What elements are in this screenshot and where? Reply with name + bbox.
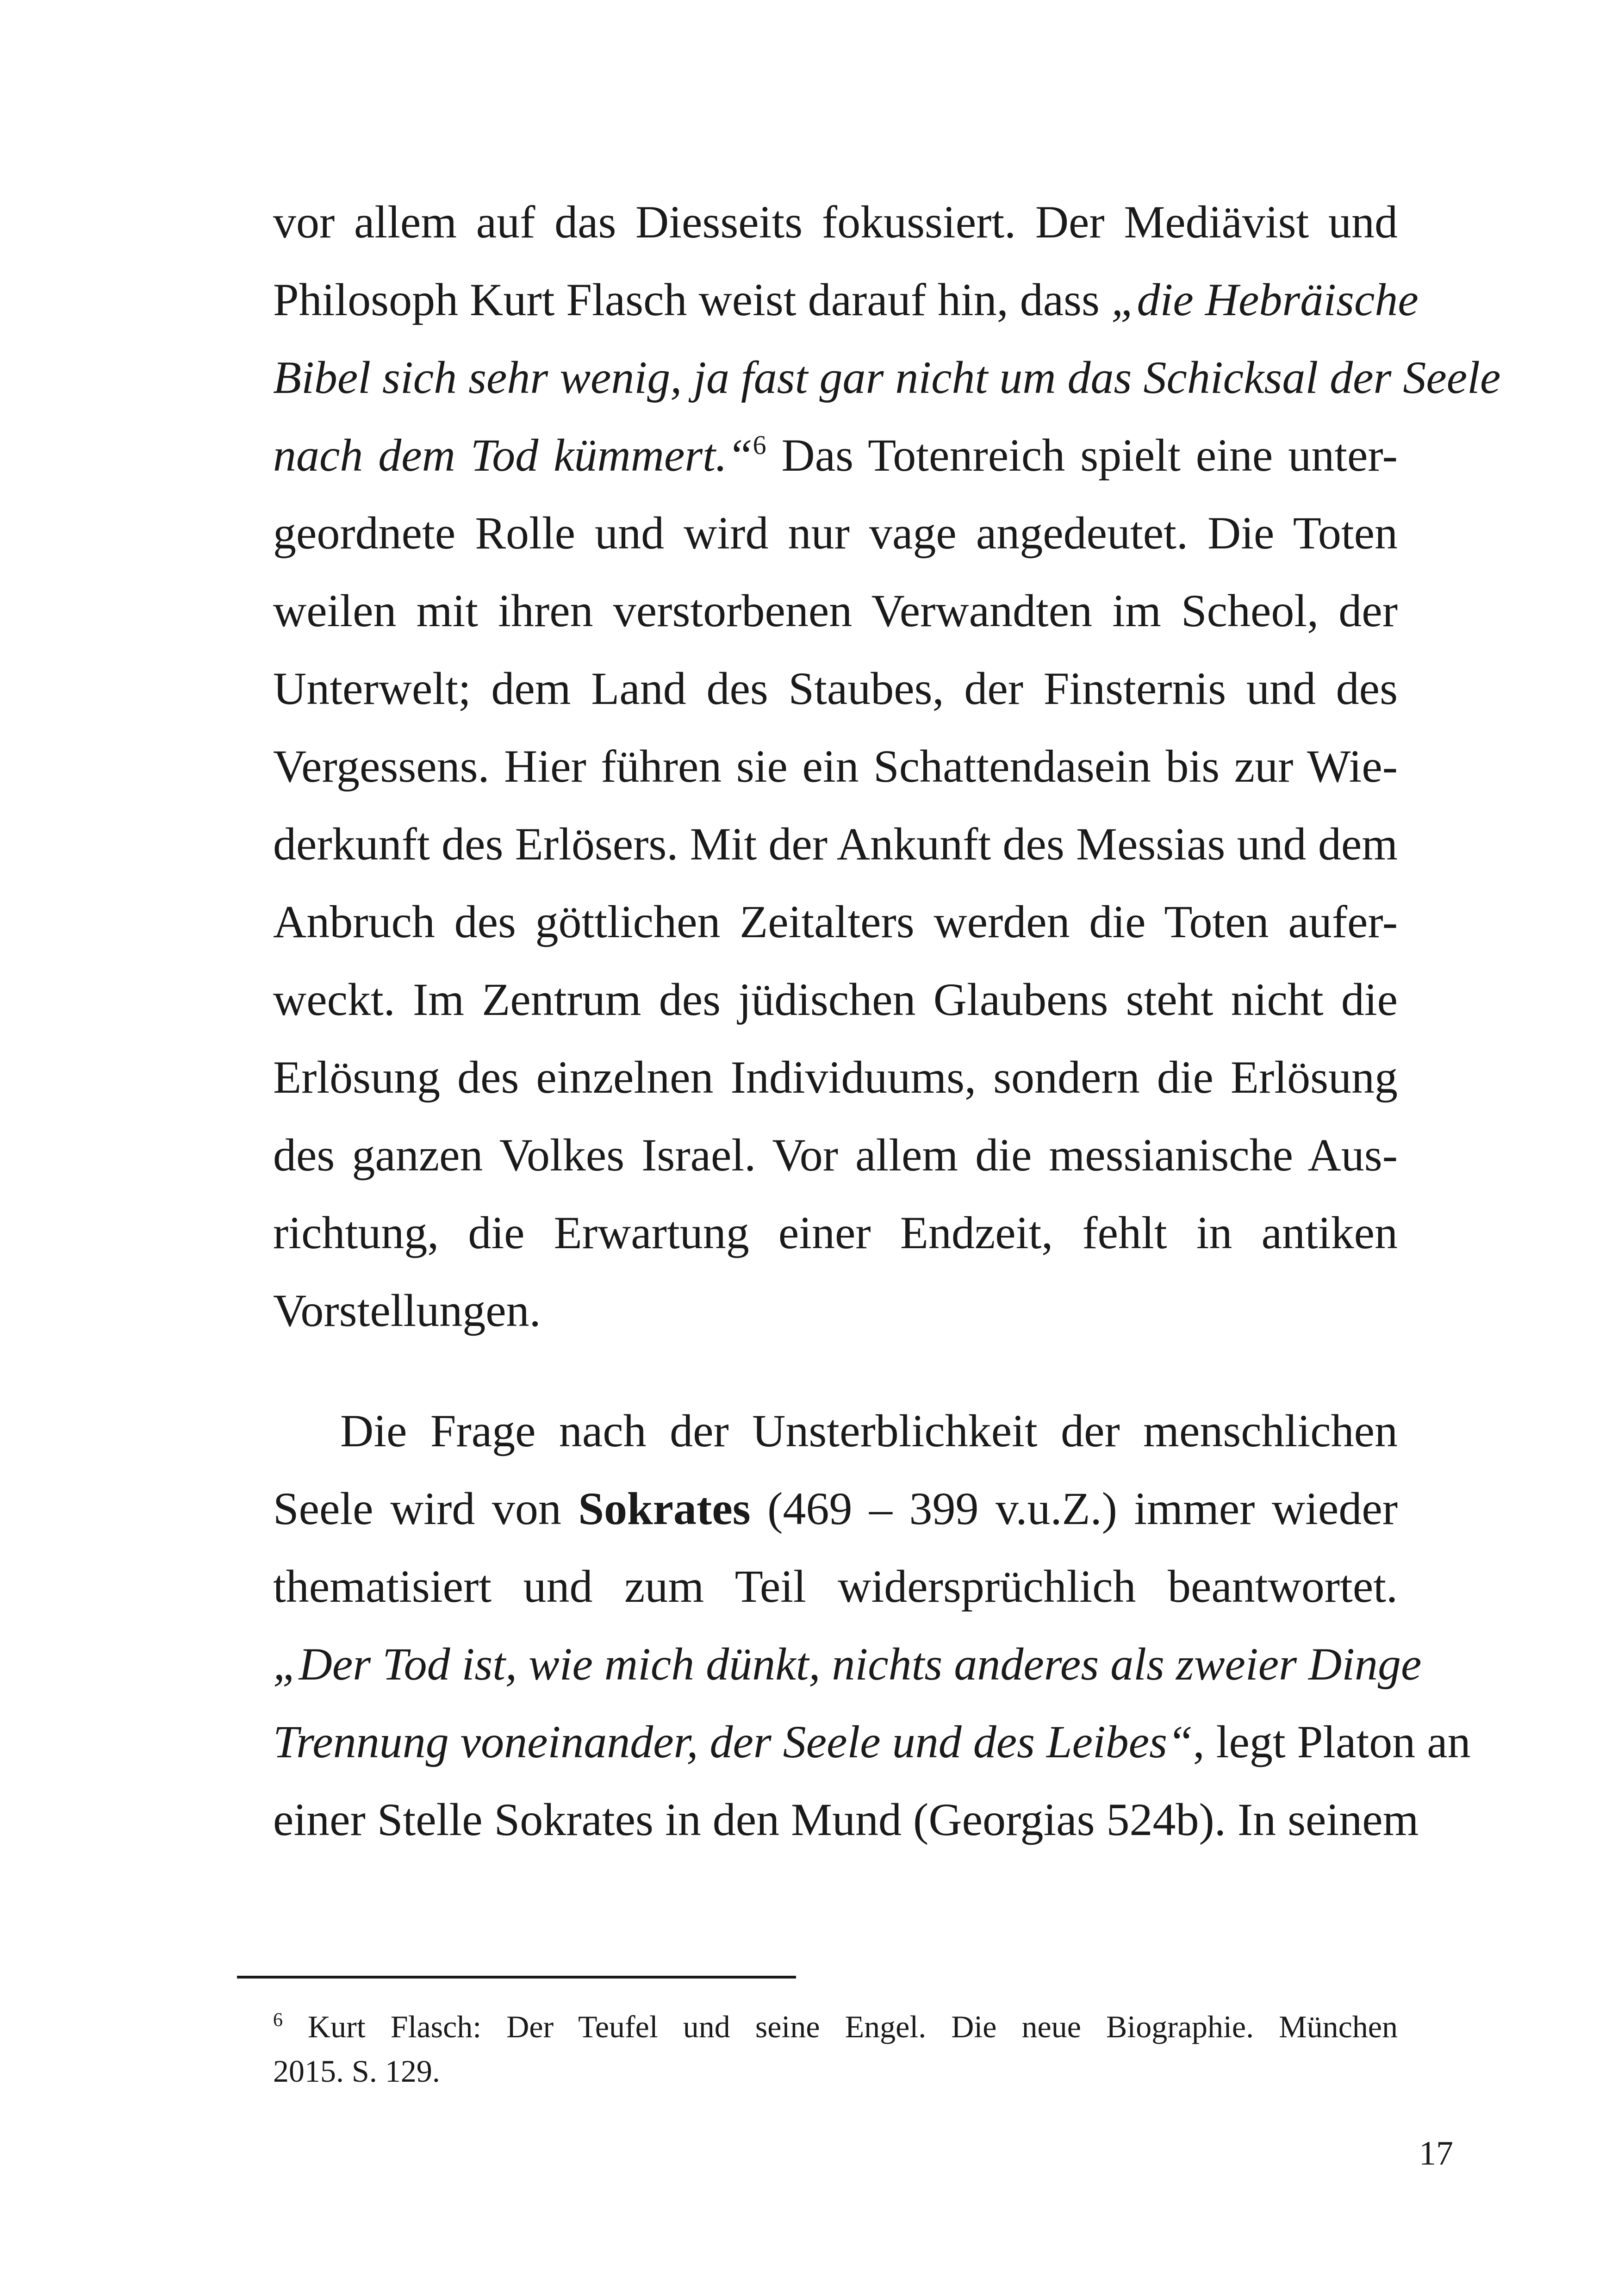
quote-text: „die Hebräische (1111, 274, 1419, 325)
text-span: Anbruch des göttlichen Zeitalters werden die Toten aufer- (273, 896, 1398, 947)
text-span: thematisiert und zum Teil widersprüchlich beantwortet. (273, 1561, 1398, 1612)
text-line (273, 505, 1398, 561)
page-number: 17 (1419, 2134, 1453, 2172)
text-line (273, 194, 1398, 250)
text-span: Seele wird von (273, 1483, 579, 1534)
text-span: , legt Platon an (1193, 1716, 1471, 1767)
text-line (273, 350, 1501, 405)
text-line (273, 972, 1398, 1027)
footnote-reference: 6 (753, 430, 766, 460)
text-span: Vorstellungen. (273, 1285, 541, 1336)
text-line (273, 1205, 1398, 1261)
quote-text: Bibel sich sehr wenig, ja fast gar nicht um das Schicksal der Seele (273, 352, 1501, 403)
text-span: Die Frage nach der Unsterblichkeit der menschlichen (340, 1405, 1398, 1456)
text-span: weckt. Im Zentrum des jüdischen Glaubens steht nicht die (273, 974, 1398, 1025)
text-span: des ganzen Volkes Israel. Vor allem die messianische Aus- (273, 1129, 1398, 1181)
text-span: derkunft des Erlösers. Mit der Ankunft des Messias und dem (273, 818, 1398, 870)
text-line (273, 1283, 1398, 1338)
text-span: richtung, die Erwartung einer Endzeit, fehlt in antiken (273, 1207, 1398, 1258)
text-line (273, 661, 1398, 716)
quote-text: „Der Tod ist, wie mich dünkt, nichts anderes als zweier Dinge (273, 1638, 1422, 1690)
footnote-number: 6 (273, 2010, 283, 2031)
text-line (273, 272, 1419, 328)
text-line (273, 1481, 1398, 1537)
footnote-text: 2015. S. 129. (273, 2053, 440, 2089)
text-line (273, 428, 1398, 483)
text-span: Erlösung des einzelnen Individuums, sondern die Erlösung (273, 1052, 1398, 1103)
bold-name: Sokrates (578, 1483, 751, 1534)
text-span: weilen mit ihren verstorbenen Verwandten im Scheol, der (273, 585, 1398, 636)
footnote-line (273, 2006, 1398, 2047)
text-span: Unterwelt; dem Land des Staubes, der Finsternis und des (273, 663, 1398, 714)
text-line (273, 1050, 1398, 1105)
text-line (273, 1559, 1398, 1614)
text-line (273, 739, 1398, 794)
footnote-text: Kurt Flasch: Der Teufel und seine Engel. Die neue Biographie. München (283, 2009, 1398, 2044)
text-span: einer Stelle Sokrates in den Mund (Georgias 524b). In seinem (273, 1794, 1419, 1845)
footnote-line (273, 2050, 1398, 2092)
text-span: geordnete Rolle und wird nur vage angedeutet. Die Toten (273, 507, 1398, 559)
text-span: vor allem auf das Diesseits fokussiert. Der Mediävist und (273, 196, 1398, 248)
text-line (273, 1403, 1398, 1459)
footnote-divider (237, 1976, 796, 1979)
text-span: Das Totenreich spielt eine unter- (766, 429, 1398, 481)
text-line (273, 1636, 1422, 1692)
text-line (273, 583, 1398, 639)
text-line (273, 894, 1398, 950)
text-line (273, 816, 1398, 872)
text-line (273, 1127, 1398, 1183)
text-line (273, 1792, 1419, 1848)
quote-text: nach dem Tod kümmert.“ (273, 429, 753, 481)
text-span: Philosoph Kurt Flasch weist darauf hin, dass (273, 274, 1111, 325)
text-span: (469 – 399 v.u.Z.) immer wieder (750, 1483, 1398, 1534)
text-line (273, 1714, 1471, 1770)
text-span: Vergessens. Hier führen sie ein Schattendasein bis zur Wie- (273, 740, 1398, 792)
quote-text: Trennung voneinander, der Seele und des Leibes“ (273, 1716, 1193, 1767)
